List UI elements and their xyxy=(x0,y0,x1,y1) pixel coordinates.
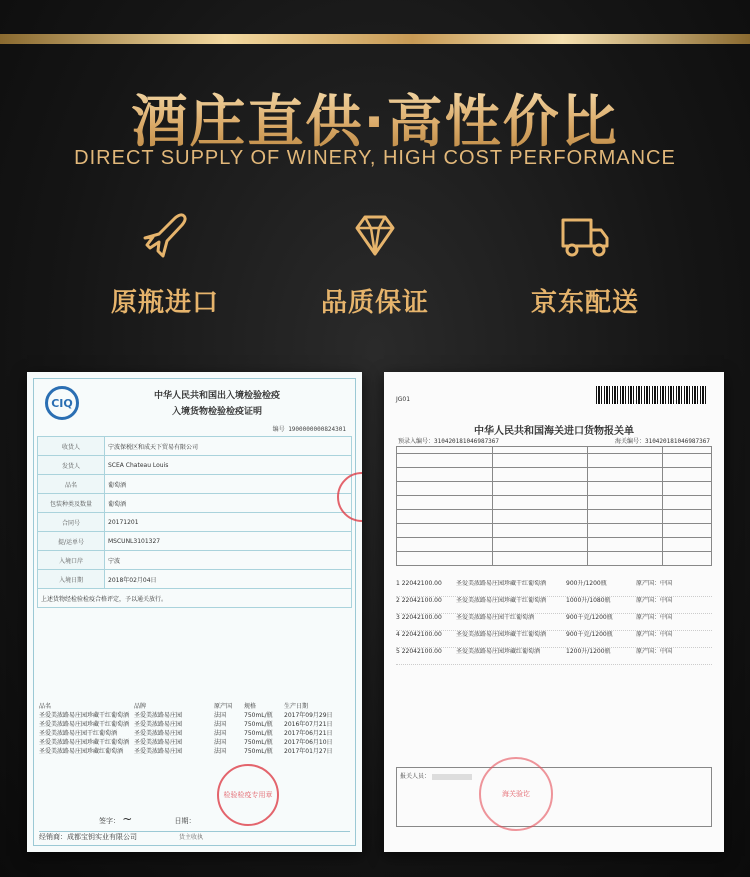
goods-cell: 2017年01月27日 xyxy=(284,748,333,755)
goods-cell: 原产国：中国 xyxy=(636,648,673,655)
list-item xyxy=(396,631,712,648)
table-row xyxy=(38,513,352,532)
goods-cell: 圣爱美浓路易庄园 xyxy=(134,748,183,755)
pre-entry-number: 预录入编号：310420181046987367 xyxy=(398,438,500,445)
goods-cell: 圣爱美浓路易庄园 xyxy=(134,730,183,737)
goods-header-row xyxy=(39,702,349,711)
goods-cell: 原产国：中国 xyxy=(636,580,673,587)
goods-cell: 900千克/1200瓶 xyxy=(566,631,613,638)
truck-icon xyxy=(557,208,613,264)
customs-declaration xyxy=(384,372,724,852)
goods-cell: 圣爱美浓路易庄园干红葡萄酒 xyxy=(39,730,118,737)
goods-header-cell: 原产国 xyxy=(214,703,233,710)
footer-text: 货主收执 xyxy=(179,834,204,841)
goods-cell: 2016年07月21日 xyxy=(284,721,333,728)
customs-numbers xyxy=(398,436,710,445)
page-subtitle: DIRECT SUPPLY OF WINERY, HIGH COST PERFORMANCE xyxy=(74,147,676,169)
goods-cell: 1000升/1080瓶 xyxy=(566,597,611,604)
redacted-block xyxy=(432,774,472,780)
feature-label: 原瓶进口 xyxy=(110,288,219,318)
field-key: 提/运单号 xyxy=(38,532,105,551)
inspection-note: 上述货物经检验检疫合格评定，予以通关放行。 xyxy=(38,589,352,608)
list-item xyxy=(396,614,712,631)
certificate-goods-list xyxy=(39,702,349,756)
goods-cell: 1200升/1200瓶 xyxy=(566,648,611,655)
table-row xyxy=(38,475,352,494)
list-item xyxy=(39,747,349,756)
customs-stamp xyxy=(479,757,553,831)
certificate-serial: 编号 1900000000824301 xyxy=(272,426,346,433)
goods-cell: 2017年09月29日 xyxy=(284,712,333,719)
list-item xyxy=(396,580,712,597)
field-key: 入境口岸 xyxy=(38,551,105,570)
goods-cell: 圣爱美浓路易庄园珍藏干红葡萄酒 xyxy=(39,739,130,746)
stamp-text: 检验检疫专用章 xyxy=(223,791,273,799)
list-item xyxy=(39,720,349,729)
customs-bottom-section xyxy=(396,767,712,827)
field-key: 品名 xyxy=(38,475,105,494)
ciq-logo: CIQ xyxy=(45,386,79,420)
table-row xyxy=(38,589,352,608)
page-title: 酒庄直供·高性价比 xyxy=(0,78,750,158)
airplane-icon xyxy=(137,208,193,264)
goods-header-cell: 生产日期 xyxy=(284,703,309,710)
stamp-text: 海关验讫 xyxy=(502,790,530,798)
table-row xyxy=(38,456,352,475)
goods-cell: 750mL/瓶 xyxy=(244,730,273,737)
table-row xyxy=(38,551,352,570)
goods-cell: 2017年06月10日 xyxy=(284,739,333,746)
goods-cell: 1 22042100.00 xyxy=(396,580,442,587)
list-item xyxy=(39,738,349,747)
goods-cell: 圣爱美浓路易庄园干红葡萄酒 xyxy=(456,614,535,621)
certificate-footer xyxy=(39,831,350,844)
certificate-title: 中华人民共和国出入境检验检疫 xyxy=(153,391,280,401)
field-value: SCEA Chateau Louis xyxy=(105,456,352,475)
goods-cell: 5 22042100.00 xyxy=(396,648,442,655)
customs-title: 中华人民共和国海关进口货物报关单 xyxy=(474,426,634,437)
table-row xyxy=(38,532,352,551)
barcode xyxy=(596,386,706,404)
field-key: 入境日期 xyxy=(38,570,105,589)
goods-cell: 900千克/1200瓶 xyxy=(566,614,613,621)
goods-cell: 法国 xyxy=(214,748,227,755)
field-key: 发货人 xyxy=(38,456,105,475)
feature-original-import xyxy=(65,208,265,319)
customs-goods-list xyxy=(396,580,712,665)
feature-delivery xyxy=(485,208,685,319)
list-item xyxy=(396,597,712,614)
gold-divider-bar xyxy=(0,34,750,44)
goods-cell: 圣爱美浓路易庄园珍藏干红葡萄酒 xyxy=(39,712,130,719)
goods-cell: 法国 xyxy=(214,730,227,737)
goods-cell: 法国 xyxy=(214,712,227,719)
certificate-fields-table xyxy=(37,436,352,608)
goods-cell: 原产国：中国 xyxy=(636,614,673,621)
field-value: 宁波 xyxy=(105,551,352,570)
customs-number: 海关编号：310420181046987367 xyxy=(614,438,710,445)
goods-cell: 2 22042100.00 xyxy=(396,597,442,604)
table-row xyxy=(38,570,352,589)
field-value: 20171201 xyxy=(105,513,352,532)
goods-cell: 4 22042100.00 xyxy=(396,631,442,638)
goods-header-cell: 品名 xyxy=(39,703,52,710)
inspection-stamp xyxy=(217,764,279,826)
goods-header-cell: 品牌 xyxy=(134,703,147,710)
table-row xyxy=(38,494,352,513)
goods-cell: 圣爱美浓路易庄园珍藏红葡萄酒 xyxy=(39,748,124,755)
field-value: 2018年02月04日 xyxy=(105,570,352,589)
diamond-icon xyxy=(347,208,403,264)
goods-cell: 圣爱美浓路易庄园 xyxy=(134,712,183,719)
declarant-label: 报关人员： xyxy=(400,773,431,780)
field-value: 葡萄酒 xyxy=(105,475,352,494)
date-label: 日期： xyxy=(174,817,196,825)
form-code: JG01 xyxy=(396,396,411,403)
goods-cell: 750mL/瓶 xyxy=(244,712,273,719)
goods-cell: 法国 xyxy=(214,739,227,746)
field-value: 宁波保税区和成天下贸易有限公司 xyxy=(105,437,352,456)
agent-text: 经销商：成都宝钥实业有限公司 xyxy=(39,833,137,841)
feature-quality xyxy=(275,208,475,319)
field-key: 收货人 xyxy=(38,437,105,456)
goods-cell: 原产国：中国 xyxy=(636,631,673,638)
table-row xyxy=(38,437,352,456)
customs-header-grid xyxy=(396,446,712,566)
goods-cell: 圣爱美浓路易庄园珍藏干红葡萄酒 xyxy=(456,597,547,604)
goods-cell: 900升/1200瓶 xyxy=(566,580,607,587)
goods-cell: 3 22042100.00 xyxy=(396,614,442,621)
goods-cell: 圣爱美浓路易庄园珍藏红葡萄酒 xyxy=(456,648,541,655)
list-item xyxy=(39,729,349,738)
goods-cell: 原产国：中国 xyxy=(636,597,673,604)
inspection-certificate xyxy=(27,372,362,852)
goods-cell: 圣爱美浓路易庄园珍藏干红葡萄酒 xyxy=(456,580,547,587)
goods-cell: 圣爱美浓路易庄园 xyxy=(134,721,183,728)
certificate-subtitle: 入境货物检验检疫证明 xyxy=(171,407,262,417)
goods-cell: 法国 xyxy=(214,721,227,728)
goods-cell: 圣爱美浓路易庄园 xyxy=(134,739,183,746)
feature-label: 京东配送 xyxy=(530,288,639,318)
list-item xyxy=(39,711,349,720)
goods-cell: 圣爱美浓路易庄园珍藏干红葡萄酒 xyxy=(39,721,130,728)
list-item xyxy=(396,648,712,665)
goods-cell: 750mL/瓶 xyxy=(244,739,273,746)
goods-cell: 2017年06月21日 xyxy=(284,730,333,737)
goods-cell: 750mL/瓶 xyxy=(244,748,273,755)
field-key: 包装种类及数量 xyxy=(38,494,105,513)
signature-scribble: ~ xyxy=(122,812,133,826)
field-key: 合同号 xyxy=(38,513,105,532)
field-value: 葡萄酒 xyxy=(105,494,352,513)
goods-header-cell: 规格 xyxy=(244,703,257,710)
goods-cell: 750mL/瓶 xyxy=(244,721,273,728)
goods-cell: 圣爱美浓路易庄园珍藏干红葡萄酒 xyxy=(456,631,547,638)
field-value: MSCUNL3101327 xyxy=(105,532,352,551)
feature-label: 品质保证 xyxy=(320,288,429,318)
signature-label: 签字： xyxy=(99,817,120,825)
